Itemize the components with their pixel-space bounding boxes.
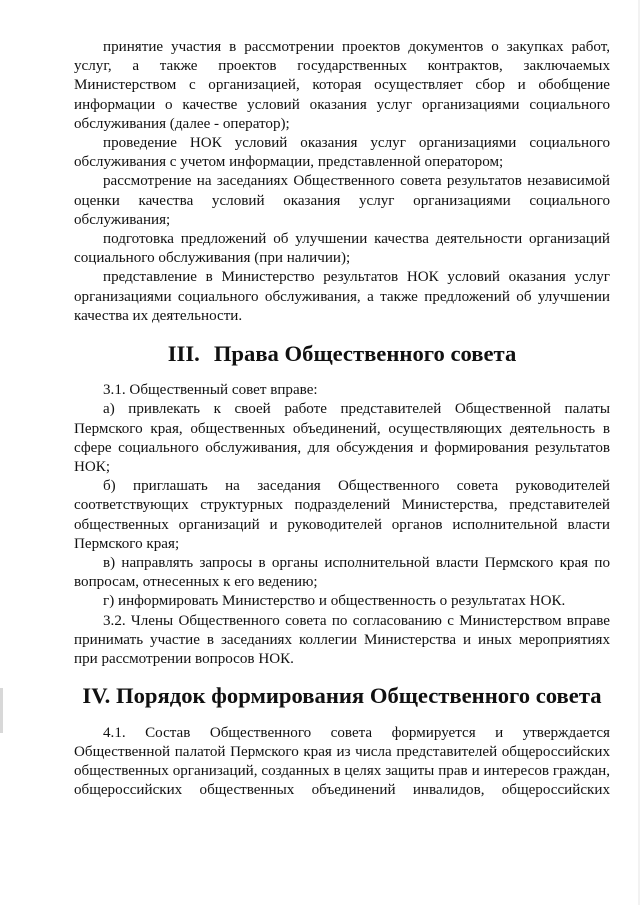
paragraph-results-submission: представление в Министерство результатов НОК условий оказания услуг организациями социального обслуживания, а также предложений об улучшении качества их деятельности. xyxy=(74,269,610,324)
paragraph-3-1-a: а) привлекать к своей работе представителей Общественной палаты Пермского края, общественных объединений, осуществляющих деятельность в сфере социального обслуживания, для обсуждения и формирования результатов НОК; xyxy=(74,401,610,476)
paragraph-4-1: 4.1. Состав Общественного совета формируется и утверждается Общественной палатой Пермского края из числа представителей общероссийских общественных организаций, созданных в целях защиты прав и интересов граждан, общероссийских общественных объединений инвалидов, общероссийских xyxy=(74,724,610,799)
paragraph-nok-conduct: проведение НОК условий оказания услуг организациями социального обслуживания с учетом информации, представленной оператором; xyxy=(74,135,610,171)
section-heading-formation: IV. Порядок формирования Общественного совета xyxy=(82,683,602,709)
scan-edge-mark xyxy=(0,688,3,733)
section-heading-rights xyxy=(74,341,610,367)
section-heading-rights-number: III. xyxy=(167,341,200,367)
document-page xyxy=(74,38,610,800)
paragraph-results-review: рассмотрение на заседаниях Общественного совета результатов независимой оценки качества условий оказания услуг организациями социального обслуживания; xyxy=(74,173,610,228)
paragraph-3-1: 3.1. Общественный совет вправе: xyxy=(103,382,318,399)
paragraph-procurement-review: принятие участия в рассмотрении проектов документов о закупках работ, услуг, а также проектов государственных контрактов, заключаемых Министерством с организацией, которая осуществляет сбор и обобщение информации о качестве условий оказания услуг организациями социального обслуживания (далее - оператор); xyxy=(74,39,610,132)
paragraph-3-1-v: в) направлять запросы в органы исполнительной власти Пермского края по вопросам, отнесенных к его ведению; xyxy=(74,555,610,591)
section-heading-rights-title: Права Общественного совета xyxy=(213,341,517,367)
paragraph-proposals-preparation: подготовка предложений об улучшении качества деятельности организаций социального обслуживания (при наличии); xyxy=(74,231,610,267)
paragraph-3-1-g: г) информировать Министерство и общественность о результатах НОК. xyxy=(103,593,566,610)
paragraph-3-2: 3.2. Члены Общественного совета по согласованию с Министерством вправе принимать участие в заседаниях коллегии Министерства и иных мероприятиях при рассмотрении вопросов НОК. xyxy=(74,612,610,668)
paragraph-3-1-b: б) приглашать на заседания Общественного совета руководителей соответствующих структурных подразделений Министерства, представителей общественных организаций и руководителей органов исполнительной власти Пермского края; xyxy=(74,478,610,552)
